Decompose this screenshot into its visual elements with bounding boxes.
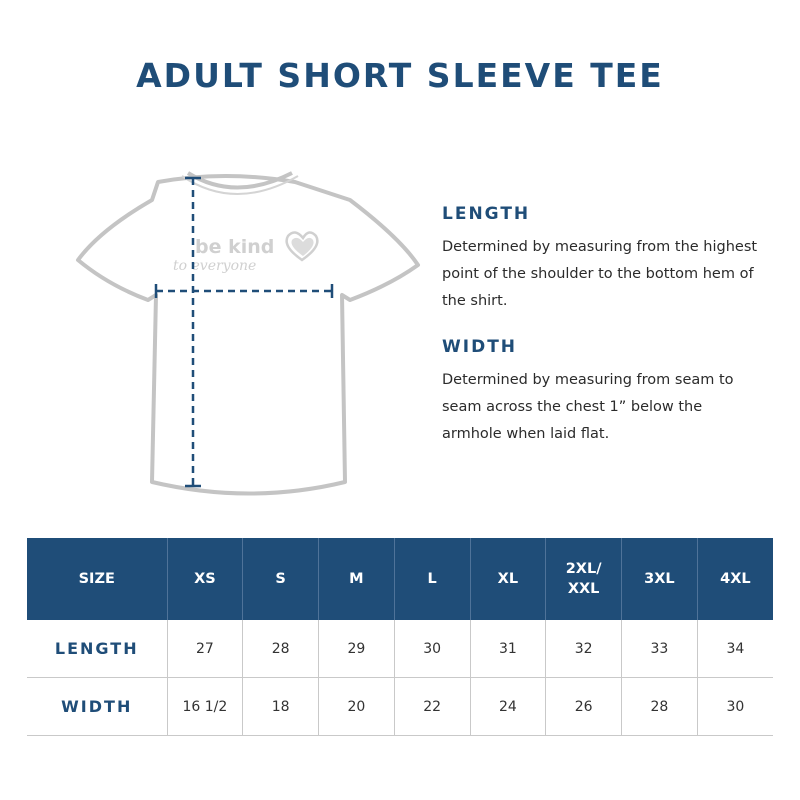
table-cell: 31 (470, 620, 546, 678)
table-cell: 34 (697, 620, 773, 678)
size-header-row (27, 538, 773, 620)
table-cell: 24 (470, 678, 546, 736)
table-cell: 22 (394, 678, 470, 736)
size-header-xs: XS (167, 538, 243, 620)
row-label: WIDTH (27, 678, 167, 736)
size-header-label: SIZE (27, 538, 167, 620)
table-cell: 27 (167, 620, 243, 678)
length-info (442, 204, 762, 315)
table-cell: 18 (243, 678, 319, 736)
table-cell: 28 (622, 678, 698, 736)
table-cell: 29 (319, 620, 395, 678)
shirt-print-line1: be kind (195, 236, 275, 258)
size-header-l: L (394, 538, 470, 620)
table-cell: 20 (319, 678, 395, 736)
table-cell: 30 (394, 620, 470, 678)
table-cell: 30 (697, 678, 773, 736)
length-description: Determined by measuring from the highest point of the shoulder to the bottom hem of the shirt. (442, 239, 758, 309)
table-cell: 33 (622, 620, 698, 678)
size-header-s: S (243, 538, 319, 620)
table-cell: 28 (243, 620, 319, 678)
tshirt-outline (78, 176, 418, 494)
table-cell: 16 1/2 (167, 678, 243, 736)
table-row (27, 620, 773, 678)
table-cell: 26 (546, 678, 622, 736)
row-label: LENGTH (27, 620, 167, 678)
size-header-3xl: 3XL (622, 538, 698, 620)
width-description: Determined by measuring from seam to seam across the chest 1” below the armhole when laid flat. (442, 372, 734, 442)
size-header-2xl: 2XL/ XXL (546, 538, 622, 620)
tshirt-illustration (70, 160, 430, 505)
page-title: ADULT SHORT SLEEVE TEE (136, 56, 664, 95)
width-heading: WIDTH (442, 337, 518, 357)
size-header-4xl: 4XL (697, 538, 773, 620)
shirt-print-line2: to everyone (173, 258, 257, 274)
size-header-m: M (319, 538, 395, 620)
size-chart-table (27, 538, 773, 736)
length-heading: LENGTH (442, 204, 531, 224)
size-header-xl: XL (470, 538, 546, 620)
width-info (442, 337, 762, 448)
table-cell: 32 (546, 620, 622, 678)
table-row (27, 678, 773, 736)
